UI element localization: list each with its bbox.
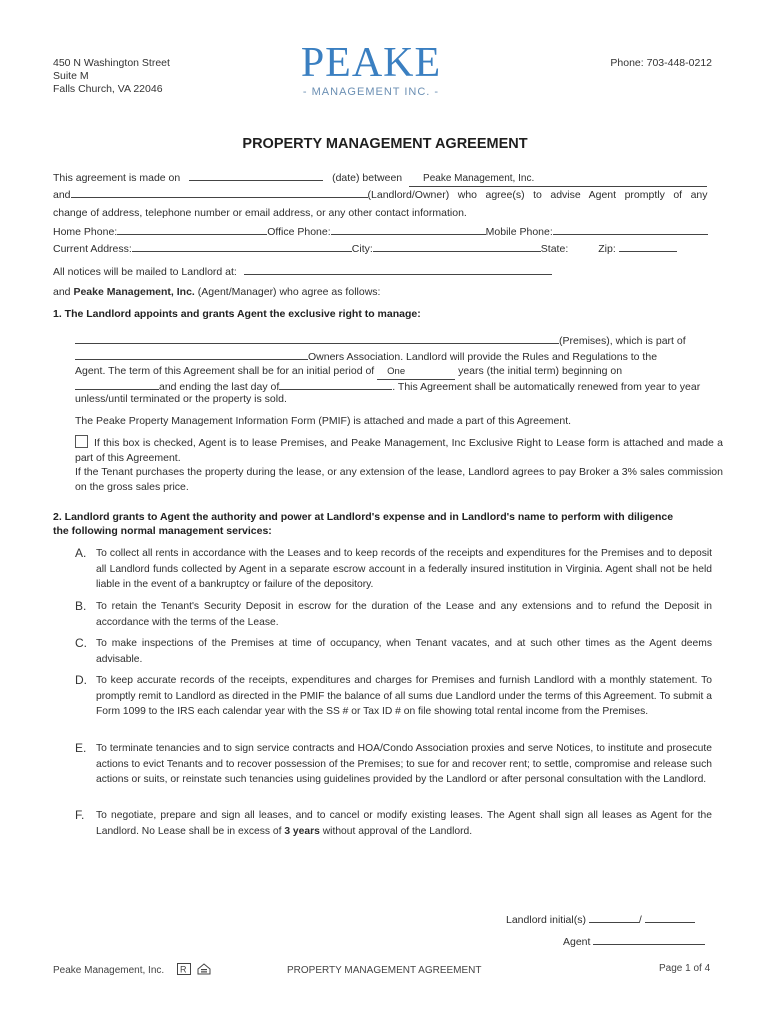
lease-checkbox-text: If this box is checked, Agent is to lease Premises, and Peake Management, Inc Exclusive Right to Lease form is attached and made a part of this Agreement. <box>75 437 723 464</box>
landlord-initials-row <box>506 911 695 928</box>
ending-date-field[interactable] <box>279 378 392 390</box>
address-line-2: Suite M <box>53 70 89 82</box>
landlord-initial-2-field[interactable] <box>645 911 695 923</box>
document-title: PROPERTY MANAGEMENT AGREEMENT <box>242 136 528 152</box>
item-d-letter: D. <box>75 673 87 687</box>
logo-name: PEAKE <box>300 40 442 86</box>
company-address <box>53 57 170 96</box>
zip-label: Zip: <box>598 243 616 255</box>
footer-company-name: Peake Management, Inc. <box>53 965 165 976</box>
item-a-letter: A. <box>75 546 87 560</box>
footer-document-name: PROPERTY MANAGEMENT AGREEMENT <box>287 965 482 976</box>
unless-text: unless/until terminated or the property is sold. <box>75 393 287 405</box>
item-f-max-term: 3 years <box>284 825 320 837</box>
logo-subtitle: - MANAGEMENT INC. - <box>302 86 440 98</box>
premises-label: (Premises), which is part of <box>559 335 686 347</box>
home-phone-label: Home Phone: <box>53 226 118 238</box>
footer-company <box>53 963 211 978</box>
owner-name-field[interactable] <box>71 186 368 198</box>
section-2-heading: 2. Landlord grants to Agent the authority and power at Landlord's expense and in Landlord's name to perform with diligence the following normal management services: <box>53 511 674 537</box>
company-logo <box>276 42 466 98</box>
item-f-text <box>96 808 712 839</box>
premises-line <box>75 332 715 349</box>
made-on-label: This agreement is made on <box>53 172 181 184</box>
date-between-label: (date) between <box>332 172 403 184</box>
state-field[interactable] <box>568 241 598 252</box>
lease-checkbox-row <box>75 435 723 466</box>
notices-line <box>53 263 552 280</box>
item-f-letter: F. <box>75 808 85 822</box>
svg-text:R: R <box>179 964 187 975</box>
agent-post: (Agent/Manager) who agree as follows: <box>197 286 381 298</box>
initials-slash: / <box>638 914 642 926</box>
item-f-text-a: To negotiate, prepare and sign all leases, and to cancel or modify existing leases. The Agent shall sign all leases as Agent for the Landlord. No Lease shall be in excess of <box>96 810 712 837</box>
association-field[interactable] <box>75 348 308 360</box>
item-d-text: To keep accurate records of the receipts, expenditures and charges for Premises and furnish Landlord with a monthly statement. To promptly remit to Landlord as directed in the PMIF the balance of all sums due Landlord under the terms of this Agreement. To submit a Form 1099 to the IRS each calendar year with the SS # or Tax ID # on file showing total rental income from the Premises. <box>96 675 712 717</box>
agent-field[interactable]: Peake Management, Inc. <box>409 171 707 187</box>
change-address-text: change of address, telephone number or email address, or any other contact information. <box>53 207 467 219</box>
item-b-letter: B. <box>75 599 87 613</box>
agent-initials-label: Agent <box>563 936 591 948</box>
renew-text: . This Agreement shall be automatically renewed from year to year <box>392 381 701 393</box>
date-field[interactable] <box>189 169 323 181</box>
address-line-1: 450 N Washington Street <box>53 57 170 69</box>
mobile-phone-field[interactable] <box>553 223 708 235</box>
address-line <box>53 240 715 257</box>
office-phone-label: Office Phone: <box>267 226 331 238</box>
tenant-purchase-text: If the Tenant purchases the property during the lease, or any extension of the lease, Landlord agrees to pay Broker a 3% sales commission on the gross sales price. <box>75 466 723 493</box>
equal-housing-icon <box>197 963 211 978</box>
term-text-b: years (the initial term) beginning on <box>458 365 623 377</box>
zip-field[interactable] <box>619 240 677 252</box>
item-c-letter: C. <box>75 636 87 650</box>
term-years-field[interactable]: One <box>377 364 455 380</box>
mobile-phone-label: Mobile Phone: <box>485 226 553 238</box>
city-label: City: <box>351 243 373 255</box>
notices-label: All notices will be mailed to Landlord at: <box>53 266 237 278</box>
state-label: State: <box>540 243 569 255</box>
current-address-field[interactable] <box>132 240 352 252</box>
current-address-label: Current Address: <box>53 243 132 255</box>
pmif-text: The Peake Property Management Information Form (PMIF) is attached and made a part of this Agreement. <box>75 415 572 427</box>
office-phone-field[interactable] <box>331 223 486 235</box>
notices-address-field[interactable] <box>244 263 552 275</box>
landlord-initials-label: Landlord initial(s) <box>506 914 586 926</box>
item-e-letter: E. <box>75 741 87 755</box>
agent-name: Peake Management, Inc. <box>73 286 195 298</box>
item-f-text-b: without approval of the Landlord. <box>322 825 473 837</box>
page-number: Page 1 of 4 <box>659 963 711 974</box>
agent-pre: and <box>53 286 71 298</box>
beginning-date-field[interactable] <box>75 378 159 390</box>
agent-initials-field[interactable] <box>593 933 705 945</box>
owners-association-line <box>75 348 715 365</box>
item-e-text: To terminate tenancies and to sign service contracts and HOA/Condo Association proxies and serve Notices, to institute and prosecute actions to evict Tenants and to recover possession of the Premises; to sue for and recover rent; to settle, compromise and release such actions or suits, or reinstate such tenancies using guidelines provided by the Landlord or after personal consultation with the Landlord. <box>96 743 712 785</box>
company-phone: Phone: 703-448-0212 <box>610 57 712 69</box>
agent-line <box>53 285 380 300</box>
item-a-text: To collect all rents in accordance with the Leases and to keep records of the receipts and expenditures for the Premises and to deposit all Landlord funds collected by Agent in a separate escrow account in a federally insured institution in Virginia. Agent shall not be held liable in the event of a bankruptcy or failure of the depository. <box>96 548 712 590</box>
premises-field[interactable] <box>75 332 559 344</box>
agent-initials-row <box>563 933 705 950</box>
realtor-icon <box>177 963 191 978</box>
section-1-heading: 1. The Landlord appoints and grants Agent the exclusive right to manage: <box>53 308 421 320</box>
address-line-3: Falls Church, VA 22046 <box>53 83 163 95</box>
city-field[interactable] <box>373 240 541 252</box>
agreement-date-line <box>53 169 713 187</box>
phone-line <box>53 223 715 240</box>
home-phone-field[interactable] <box>117 223 267 235</box>
owners-association-text: Owners Association. Landlord will provide the Rules and Regulations to the <box>308 351 658 363</box>
landlord-initial-1-field[interactable] <box>589 911 639 923</box>
item-c-text: To make inspections of the Premises at time of occupancy, when Tenant vacates, and at such other times as the Agent deems advisable. <box>96 638 712 665</box>
item-b-text: To retain the Tenant's Security Deposit in escrow for the duration of the Lease and any extensions and to refund the Deposit in accordance with the terms of the Lease. <box>96 601 712 628</box>
term-text-a: Agent. The term of this Agreement shall be for an initial period of <box>75 365 375 377</box>
owner-text: (Landlord/Owner) who agree(s) to advise Agent promptly of any <box>367 189 708 201</box>
lease-checkbox[interactable] <box>75 435 88 448</box>
and-label: and <box>53 189 71 201</box>
owner-line <box>53 186 713 203</box>
ending-text: and ending the last day of <box>159 381 280 393</box>
